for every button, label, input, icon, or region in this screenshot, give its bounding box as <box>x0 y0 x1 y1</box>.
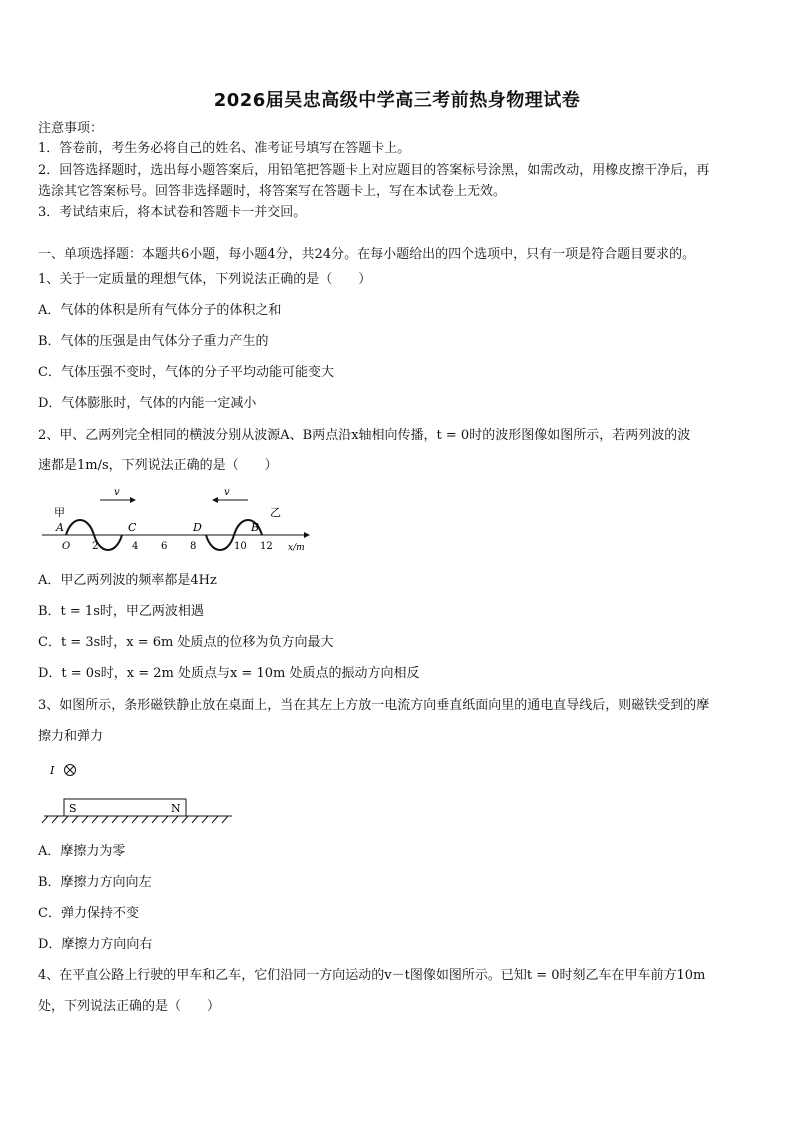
question-3-stem: 3、如图所示，条形磁铁静止放在桌面上，当在其左上方放一电流方向垂直纸面向里的通电直导线后，则磁铁受到的摩 <box>38 698 710 713</box>
notice-item: 1．答卷前，考生务必将自己的姓名、准考证号填写在答题卡上。 <box>38 141 411 156</box>
tick-label: 10 <box>234 541 247 552</box>
bar-magnet <box>64 799 186 816</box>
point-d: D <box>193 521 202 534</box>
hatch-mark <box>192 816 198 823</box>
x-axis <box>42 532 310 538</box>
question-1-option-b: B．气体的压强是由气体分子重力产生的 <box>38 334 269 349</box>
table-surface <box>42 816 232 823</box>
hatch-mark <box>212 816 218 823</box>
question-3-option-c: C．弹力保持不变 <box>38 906 139 921</box>
svg-text:v: v <box>114 487 120 498</box>
hatch-mark <box>152 816 158 823</box>
hatch-mark <box>92 816 98 823</box>
question-4-stem: 4、在平直公路上行驶的甲车和乙车，它们沿同一方向运动的v－t图像如图所示。已知t = 0时刻乙车在甲车前方10m <box>38 968 706 983</box>
tick-label: 8 <box>190 541 197 552</box>
hatch-mark <box>202 816 208 823</box>
point-b: B <box>251 521 260 534</box>
tick-label: 4 <box>132 541 139 552</box>
point-c: C <box>128 521 137 534</box>
hatch-mark <box>132 816 138 823</box>
tick-label: O <box>62 541 71 552</box>
current-into-page-icon <box>65 765 76 776</box>
question-1-option-a: A．气体的体积是所有气体分子的体积之和 <box>38 303 282 318</box>
question-2-option-d: D．t = 0s时，x = 2m 处质点与x = 10m 处质点的振动方向相反 <box>38 666 420 681</box>
notice-item: 3．考试结束后，将本试卷和答题卡一并交回。 <box>38 205 307 220</box>
point-a: A <box>56 521 64 534</box>
hatch-mark <box>172 816 178 823</box>
svg-text:v: v <box>224 487 230 498</box>
hatch-mark <box>102 816 108 823</box>
question-3-option-a: A．摩擦力为零 <box>38 844 126 859</box>
axis-label: x/m <box>288 543 305 553</box>
tick-label: 6 <box>161 541 168 552</box>
page-title: 2026届吴忠高级中学高三考前热身物理试卷 <box>213 90 581 111</box>
hatch-mark <box>112 816 118 823</box>
current-label: I <box>50 764 55 777</box>
question-2-option-a: A．甲乙两列波的频率都是4Hz <box>38 573 217 588</box>
velocity-arrow-left <box>212 487 248 503</box>
hatch-mark <box>52 816 58 823</box>
label-jia: 甲 <box>54 506 65 519</box>
hatch-mark <box>182 816 188 823</box>
question-1-option-c: C．气体压强不变时，气体的分子平均动能可能变大 <box>38 365 334 380</box>
question-3-option-d: D．摩擦力方向向右 <box>38 937 153 952</box>
notice-heading: 注意事项： <box>38 121 104 136</box>
question-3-stem-cont: 擦力和弹力 <box>38 729 104 744</box>
tick-label: 12 <box>260 541 273 552</box>
question-2-option-c: C．t = 3s时，x = 6m 处质点的位移为负方向最大 <box>38 635 334 650</box>
hatch-mark <box>42 816 48 823</box>
hatch-mark <box>62 816 68 823</box>
velocity-arrow-right <box>100 487 136 503</box>
hatch-mark <box>122 816 128 823</box>
hatch-mark <box>162 816 168 823</box>
notice-item: 2．回答选择题时，选出每小题答案后，用铅笔把答题卡上对应题目的答案标号涂黑，如需改动，用橡皮擦干净后，再 <box>38 163 710 178</box>
question-3-option-b: B．摩擦力方向向左 <box>38 875 152 890</box>
section-heading: 一、单项选择题：本题共6小题，每小题4分，共24分。在每小题给出的四个选项中，只有一项是符合题目要求的。 <box>38 247 696 262</box>
question-2-stem: 2、甲、乙两列完全相同的横波分别从波源A、B两点沿x轴相向传播，t = 0时的波形图像如图所示，若两列波的波 <box>38 428 691 443</box>
question-2-stem-cont: 速都是1m/s，下列说法正确的是（ ） <box>38 458 278 473</box>
hatch-mark <box>82 816 88 823</box>
question-1-option-d: D．气体膨胀时，气体的内能一定减小 <box>38 396 257 411</box>
magnet-pole-s: S <box>69 802 77 815</box>
magnet-figure <box>40 758 240 828</box>
hatch-mark <box>142 816 148 823</box>
question-1-stem: 1、关于一定质量的理想气体，下列说法正确的是（ ） <box>38 272 372 287</box>
notice-item: 选涂其它答案标号。回答非选择题时，将答案写在答题卡上，写在本试卷上无效。 <box>38 184 507 199</box>
magnet-pole-n: N <box>171 802 181 815</box>
wave-figure <box>38 484 318 556</box>
label-yi: 乙 <box>270 506 281 519</box>
question-4-stem-cont: 处，下列说法正确的是（ ） <box>38 999 221 1014</box>
hatch-mark <box>72 816 78 823</box>
tick-label: 2 <box>92 541 99 552</box>
hatch-mark <box>222 816 228 823</box>
question-2-option-b: B．t = 1s时，甲乙两波相遇 <box>38 604 204 619</box>
